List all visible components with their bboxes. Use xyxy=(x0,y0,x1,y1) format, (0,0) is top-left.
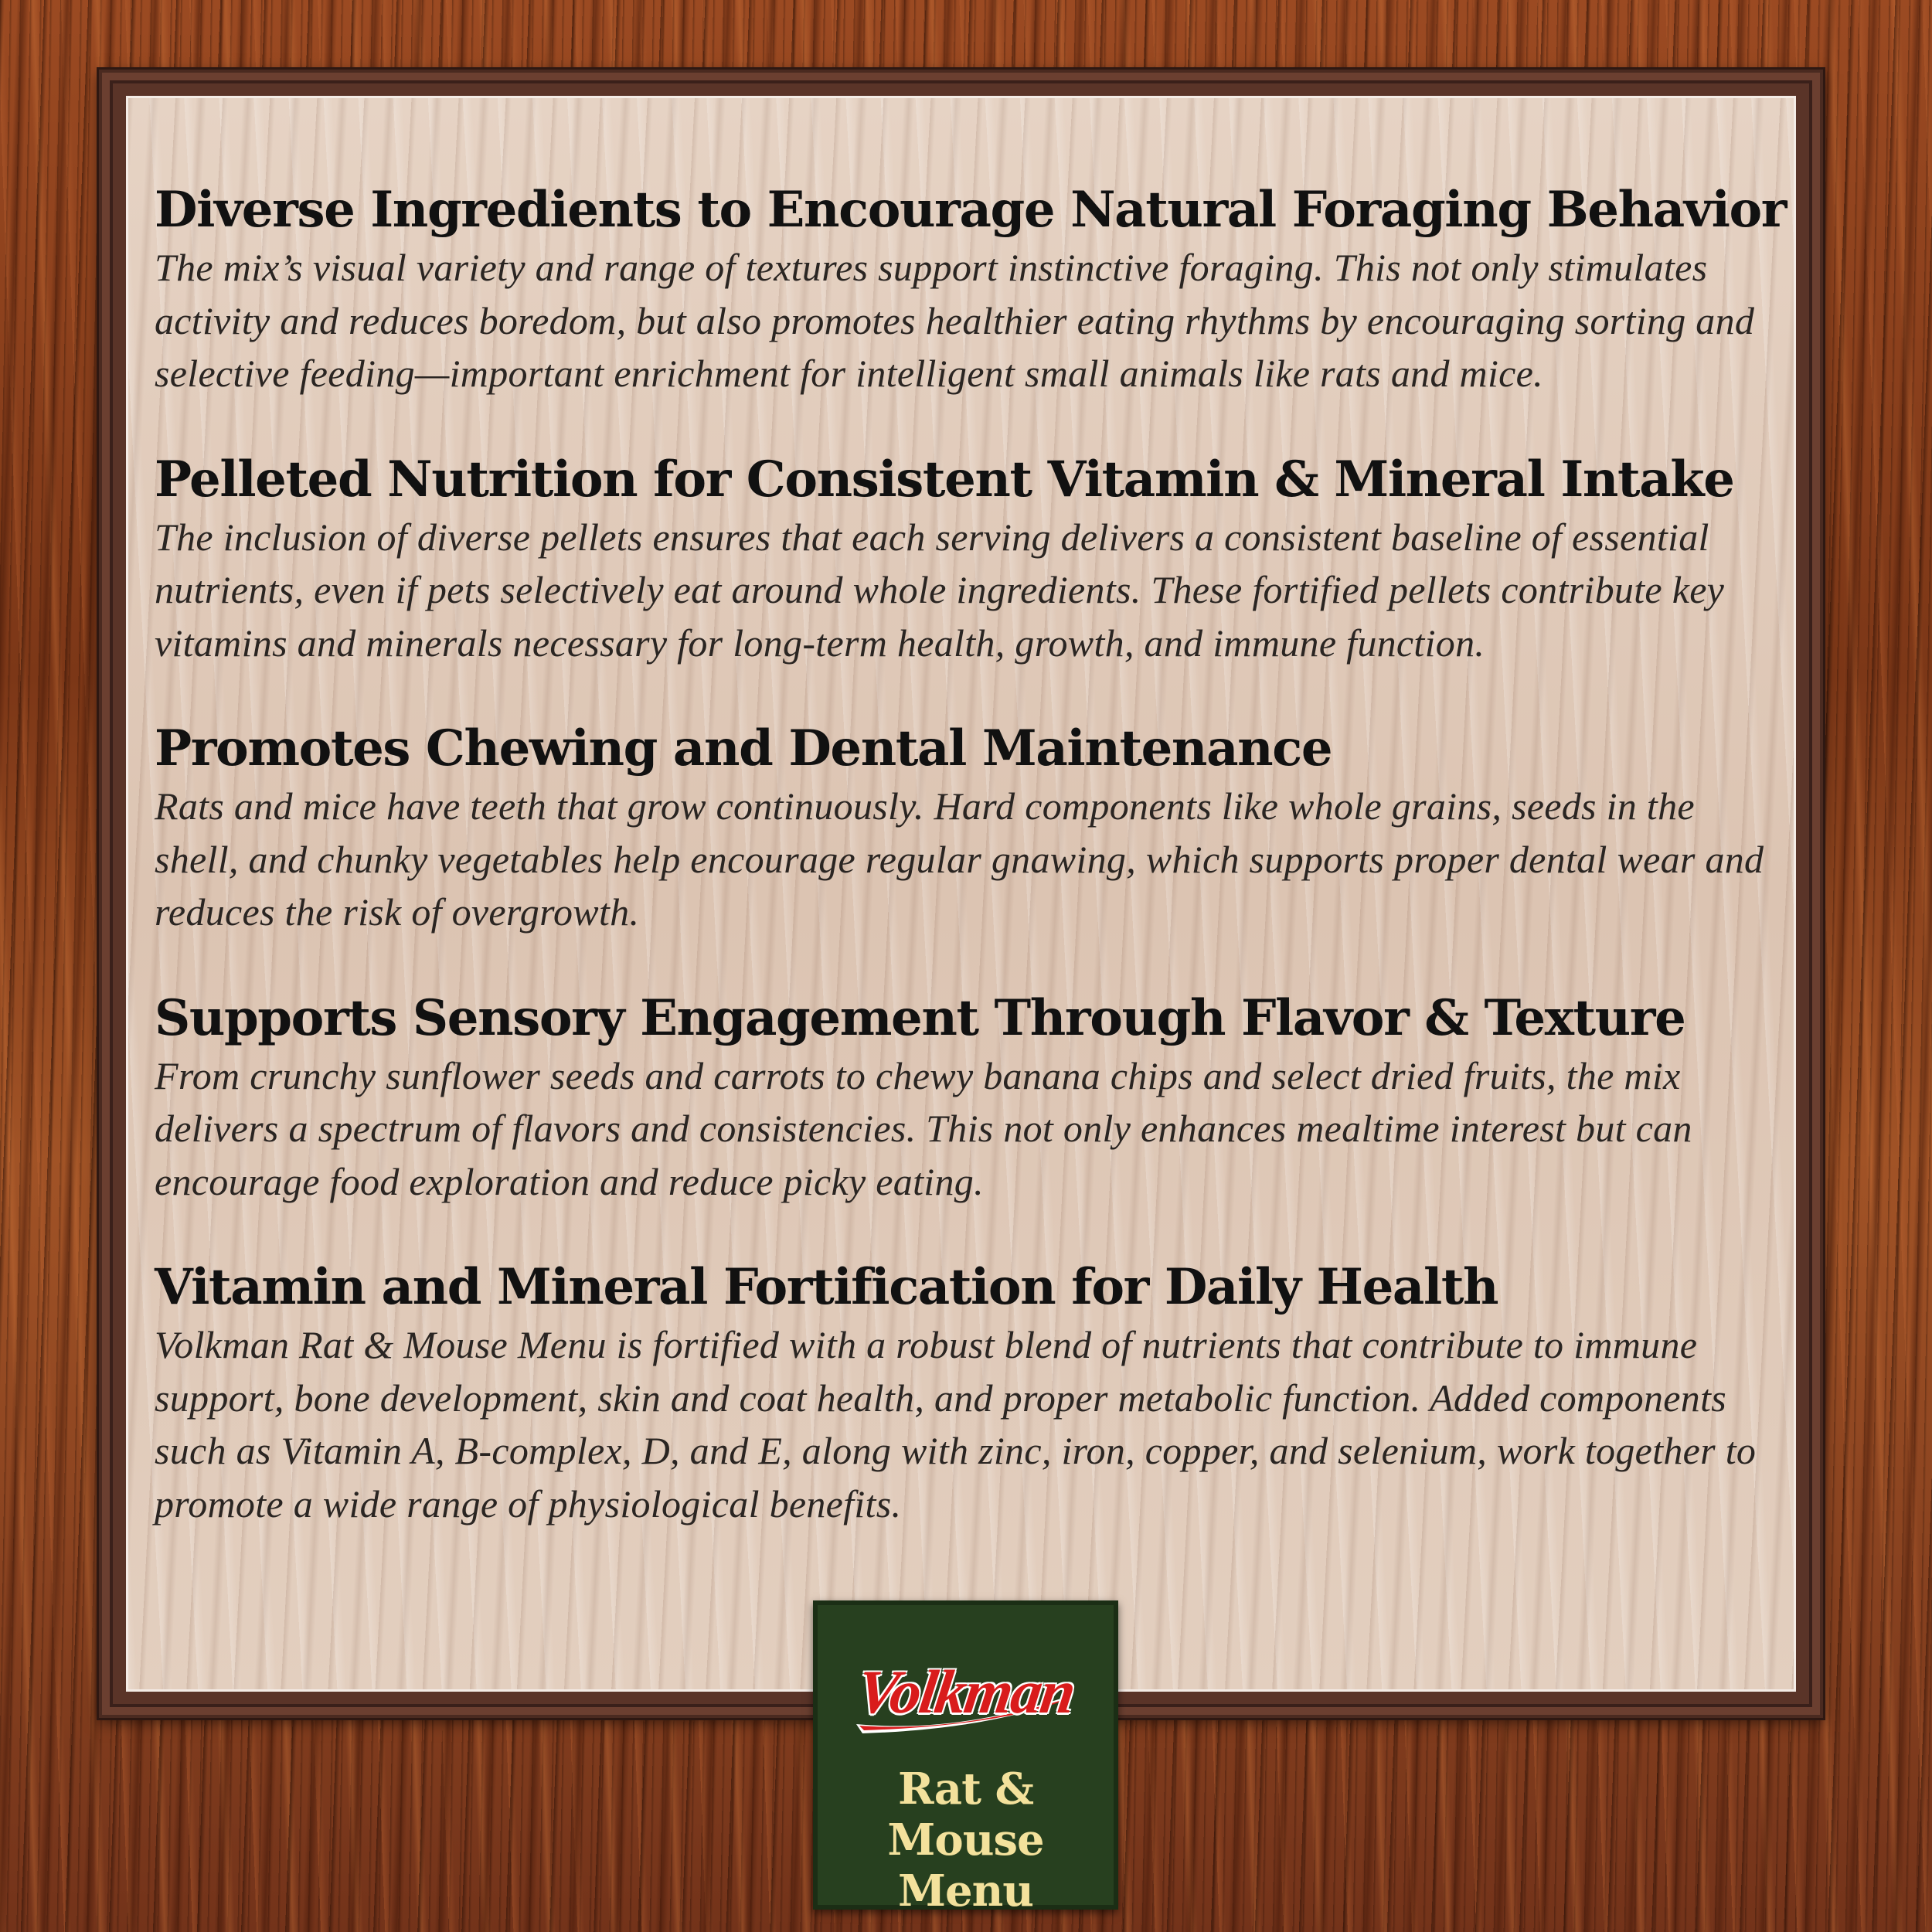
section-heading: Supports Sensory Engagement Through Flavor & Texture xyxy=(155,988,1685,1047)
section-heading: Pelleted Nutrition for Consistent Vitamin & Mineral Intake xyxy=(155,450,1734,509)
section-heading: Promotes Chewing and Dental Maintenance xyxy=(155,719,1332,777)
logo-product-name xyxy=(818,1764,1114,1917)
section-body: Rats and mice have teeth that grow continuously. Hard components like whole grains, seeds in the shell, and chunky vegetables help encourage regular gnawing, which supports proper dental wear and reduces the risk of overgrowth. xyxy=(155,784,1764,934)
benefit-section-dental xyxy=(155,718,1785,939)
section-body: Volkman Rat & Mouse Menu is fortified with a robust blend of nutrients that contribute to immune support, bone development, skin and coat health, and proper metabolic function. Added components such as Vitamin A, B-complex, D, and E, along with zinc, iron, copper, and selenium, work together to promote a wide range of physiological benefits. xyxy=(155,1323,1757,1526)
logo-product-line2: Menu xyxy=(897,1866,1034,1917)
benefit-section-sensory xyxy=(155,988,1785,1209)
logo-product-line1: Rat & Mouse xyxy=(887,1764,1044,1866)
section-heading: Diverse Ingredients to Encourage Natural Foraging Behavior xyxy=(155,181,1787,239)
benefits-list xyxy=(155,179,1785,1579)
benefit-section-fortification xyxy=(155,1257,1785,1530)
section-body: The inclusion of diverse pellets ensures that each serving delivers a consistent baseline of essential nutrients, even if pets selectively eat around whole ingredients. These fortified pellets contribute key vitamins and minerals necessary for long-term health, growth, and immune function. xyxy=(155,515,1725,665)
section-body: From crunchy sunflower seeds and carrots to chewy banana chips and select dried fruits, the mix delivers a spectrum of flavors and consistencies. This not only enhances mealtime interest but can encourage food exploration and reduce picky eating. xyxy=(155,1053,1692,1203)
benefit-section-pelleted-nutrition xyxy=(155,449,1785,670)
brand-logo-badge xyxy=(813,1600,1118,1917)
section-heading: Vitamin and Mineral Fortification for Daily Health xyxy=(155,1258,1498,1316)
benefit-section-foraging xyxy=(155,179,1785,400)
section-body: The mix’s visual variety and range of textures support instinctive foraging. This not only stimulates activity and reduces boredom, but also promotes healthier eating rhythms by encouraging sorting and selective feeding—important enrichment for intelligent small animals like rats and mice. xyxy=(155,246,1755,395)
logo-brand-text: Volkman xyxy=(852,1658,1079,1726)
